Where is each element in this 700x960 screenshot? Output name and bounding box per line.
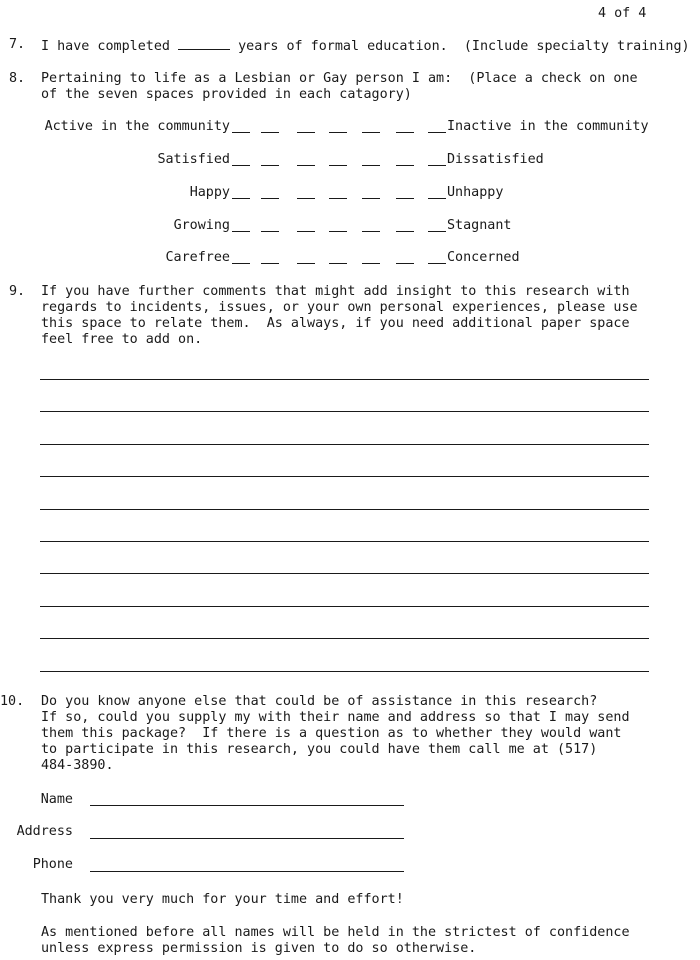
q8-line-2: of the seven spaces provided in each catagory) bbox=[41, 87, 412, 102]
scale-check-space[interactable] bbox=[232, 263, 250, 264]
address-label: Address bbox=[16, 824, 73, 839]
scale-check-space[interactable] bbox=[329, 198, 347, 199]
comment-line[interactable] bbox=[40, 411, 649, 412]
q10-line-5: 484-3890. bbox=[41, 758, 114, 773]
scale-check-space[interactable] bbox=[362, 263, 380, 264]
scale-right-label: Dissatisfied bbox=[447, 152, 544, 167]
scale-left-label: Satisfied bbox=[157, 152, 230, 167]
scale-row bbox=[0, 218, 700, 238]
comment-line[interactable] bbox=[40, 638, 649, 639]
q9-number: 9. bbox=[9, 284, 26, 299]
confidentiality-line-1: As mentioned before all names will be held in the strictest of confidence bbox=[41, 925, 630, 940]
confidentiality-line-2: unless express permission is given to do so otherwise. bbox=[41, 941, 477, 956]
scale-left-label: Active in the community bbox=[44, 119, 230, 134]
comment-line[interactable] bbox=[40, 444, 649, 445]
q10-line-1: Do you know anyone else that could be of assistance in this research? bbox=[41, 694, 598, 709]
q8-line-1: Pertaining to life as a Lesbian or Gay person I am: (Place a check on one bbox=[41, 71, 638, 86]
scale-check-space[interactable] bbox=[396, 132, 414, 133]
scale-check-space[interactable] bbox=[297, 263, 315, 264]
page-number: 4 of 4 bbox=[598, 6, 647, 21]
q10-line-2: If so, could you supply my with their name and address so that I may send bbox=[41, 710, 630, 725]
name-label: Name bbox=[40, 792, 73, 807]
name-field[interactable] bbox=[90, 805, 404, 806]
scale-check-space[interactable] bbox=[297, 132, 315, 133]
q9-line-2: regards to incidents, issues, or your own personal experiences, please use bbox=[41, 300, 638, 315]
scale-left-label: Happy bbox=[189, 185, 230, 200]
scale-check-space[interactable] bbox=[329, 165, 347, 166]
q8-number: 8. bbox=[9, 71, 26, 86]
q7-text bbox=[41, 37, 690, 55]
q10-line-3: them this package? If there is a question as to whether they would want bbox=[41, 726, 622, 741]
scale-check-space[interactable] bbox=[261, 231, 279, 232]
scale-check-space[interactable] bbox=[362, 132, 380, 133]
scale-left-label: Carefree bbox=[165, 250, 230, 265]
scale-check-space[interactable] bbox=[329, 263, 347, 264]
comment-line[interactable] bbox=[40, 476, 649, 477]
scale-check-space[interactable] bbox=[297, 198, 315, 199]
q7-text-after: years of formal education. (Include specialty training) bbox=[238, 39, 690, 54]
scale-check-space[interactable] bbox=[428, 165, 446, 166]
scale-check-space[interactable] bbox=[261, 198, 279, 199]
scale-check-space[interactable] bbox=[261, 165, 279, 166]
scale-check-space[interactable] bbox=[428, 231, 446, 232]
scale-check-space[interactable] bbox=[428, 198, 446, 199]
scale-row bbox=[0, 119, 700, 139]
scale-check-space[interactable] bbox=[428, 132, 446, 133]
scale-check-space[interactable] bbox=[329, 231, 347, 232]
scale-check-space[interactable] bbox=[396, 198, 414, 199]
q10-number: 10. bbox=[0, 694, 25, 709]
comment-line[interactable] bbox=[40, 671, 649, 672]
scale-check-space[interactable] bbox=[396, 231, 414, 232]
q9-line-1: If you have further comments that might add insight to this research with bbox=[41, 284, 630, 299]
comment-line[interactable] bbox=[40, 509, 649, 510]
q7-text-before: I have completed bbox=[41, 39, 170, 54]
scale-right-label: Stagnant bbox=[447, 218, 512, 233]
scale-row bbox=[0, 250, 700, 270]
comment-line[interactable] bbox=[40, 606, 649, 607]
scale-check-space[interactable] bbox=[362, 165, 380, 166]
phone-label: Phone bbox=[32, 857, 73, 872]
thanks-text: Thank you very much for your time and effort! bbox=[41, 892, 404, 907]
comment-line[interactable] bbox=[40, 379, 649, 380]
scale-check-space[interactable] bbox=[232, 231, 250, 232]
scale-check-space[interactable] bbox=[329, 132, 347, 133]
scale-row bbox=[0, 185, 700, 205]
q7-years-blank[interactable] bbox=[178, 37, 230, 50]
q7-number: 7. bbox=[9, 37, 26, 52]
q9-line-3: this space to relate them. As always, if you need additional paper space bbox=[41, 316, 630, 331]
scale-check-space[interactable] bbox=[297, 165, 315, 166]
scale-check-space[interactable] bbox=[297, 231, 315, 232]
scale-right-label: Concerned bbox=[447, 250, 520, 265]
scale-check-space[interactable] bbox=[362, 231, 380, 232]
scale-row bbox=[0, 152, 700, 172]
address-field[interactable] bbox=[90, 838, 404, 839]
scale-check-space[interactable] bbox=[261, 263, 279, 264]
scale-check-space[interactable] bbox=[362, 198, 380, 199]
q10-line-4: to participate in this research, you could have them call me at (517) bbox=[41, 742, 598, 757]
scale-left-label: Growing bbox=[173, 218, 230, 233]
scale-check-space[interactable] bbox=[428, 263, 446, 264]
scale-check-space[interactable] bbox=[232, 198, 250, 199]
scale-check-space[interactable] bbox=[261, 132, 279, 133]
phone-field[interactable] bbox=[90, 871, 404, 872]
comment-line[interactable] bbox=[40, 573, 649, 574]
scale-check-space[interactable] bbox=[232, 132, 250, 133]
comment-line[interactable] bbox=[40, 541, 649, 542]
scale-check-space[interactable] bbox=[396, 165, 414, 166]
scale-right-label: Unhappy bbox=[447, 185, 504, 200]
scale-check-space[interactable] bbox=[396, 263, 414, 264]
scale-check-space[interactable] bbox=[232, 165, 250, 166]
scale-right-label: Inactive in the community bbox=[447, 119, 649, 134]
q9-line-4: feel free to add on. bbox=[41, 332, 203, 347]
